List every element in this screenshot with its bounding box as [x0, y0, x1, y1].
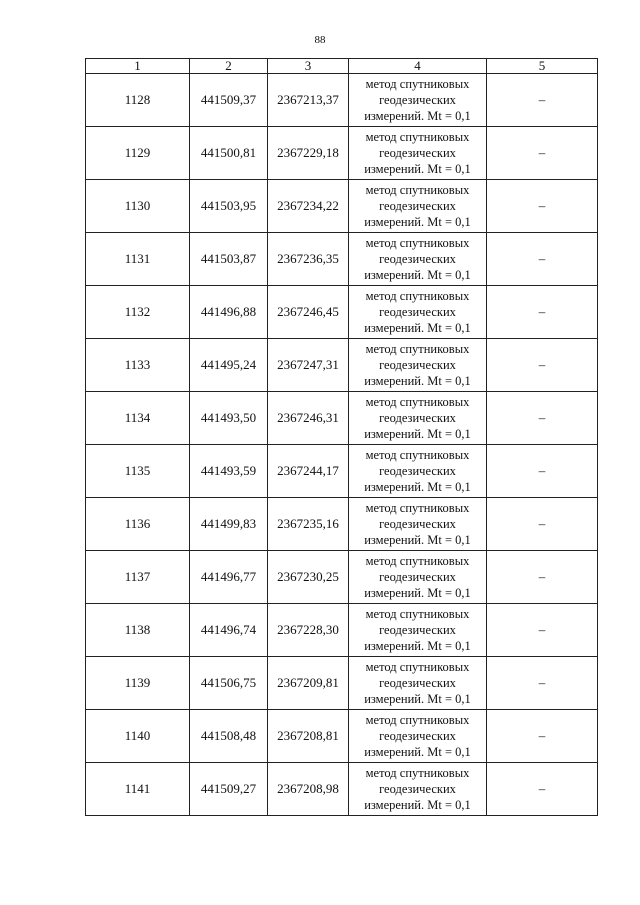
- method-cell: [349, 710, 487, 763]
- method-line: измерений. Mt = 0,1: [364, 533, 471, 547]
- method-line: измерений. Mt = 0,1: [364, 798, 471, 812]
- y-coordinate-cell: 2367247,31: [268, 339, 349, 392]
- y-coordinate-cell: 2367236,35: [268, 233, 349, 286]
- method-line: метод спутниковых: [365, 660, 470, 674]
- method-line: геодезических: [379, 782, 456, 796]
- point-number-cell: 1140: [86, 710, 190, 763]
- table-row: [86, 127, 598, 180]
- method-line: геодезических: [379, 199, 456, 213]
- method-line: геодезических: [379, 729, 456, 743]
- method-line: измерений. Mt = 0,1: [364, 374, 471, 388]
- x-coordinate-cell: 441496,88: [190, 286, 268, 339]
- x-coordinate-cell: 441496,74: [190, 604, 268, 657]
- table-row: [86, 74, 598, 127]
- note-cell: –: [487, 233, 598, 286]
- method-line: геодезических: [379, 676, 456, 690]
- method-cell: [349, 604, 487, 657]
- table-row: [86, 392, 598, 445]
- point-number-cell: 1139: [86, 657, 190, 710]
- point-number-cell: 1136: [86, 498, 190, 551]
- point-number-cell: 1130: [86, 180, 190, 233]
- table-row: [86, 180, 598, 233]
- table-row: [86, 710, 598, 763]
- x-coordinate-cell: 441499,83: [190, 498, 268, 551]
- method-line: метод спутниковых: [365, 501, 470, 515]
- method-line: измерений. Mt = 0,1: [364, 692, 471, 706]
- method-line: метод спутниковых: [365, 183, 470, 197]
- header-row: [86, 59, 598, 74]
- x-coordinate-cell: 441493,59: [190, 445, 268, 498]
- method-line: метод спутниковых: [365, 448, 470, 462]
- note-cell: –: [487, 710, 598, 763]
- method-cell: [349, 657, 487, 710]
- note-cell: –: [487, 498, 598, 551]
- table-row: [86, 286, 598, 339]
- method-line: геодезических: [379, 411, 456, 425]
- method-cell: [349, 286, 487, 339]
- note-cell: –: [487, 127, 598, 180]
- table-row: [86, 339, 598, 392]
- y-coordinate-cell: 2367209,81: [268, 657, 349, 710]
- point-number-cell: 1141: [86, 763, 190, 816]
- method-cell: [349, 127, 487, 180]
- method-line: измерений. Mt = 0,1: [364, 321, 471, 335]
- page-number: 88: [314, 34, 326, 46]
- x-coordinate-cell: 441493,50: [190, 392, 268, 445]
- point-number-cell: 1132: [86, 286, 190, 339]
- y-coordinate-cell: 2367230,25: [268, 551, 349, 604]
- note-cell: –: [487, 339, 598, 392]
- header-col-1: 1: [86, 59, 190, 74]
- y-coordinate-cell: 2367246,31: [268, 392, 349, 445]
- table-header: [86, 59, 598, 74]
- y-coordinate-cell: 2367246,45: [268, 286, 349, 339]
- method-line: измерений. Mt = 0,1: [364, 480, 471, 494]
- method-cell: [349, 233, 487, 286]
- point-number-cell: 1133: [86, 339, 190, 392]
- method-line: метод спутниковых: [365, 607, 470, 621]
- table-row: [86, 763, 598, 816]
- table-row: [86, 233, 598, 286]
- y-coordinate-cell: 2367235,16: [268, 498, 349, 551]
- point-number-cell: 1135: [86, 445, 190, 498]
- note-cell: –: [487, 763, 598, 816]
- method-line: геодезических: [379, 93, 456, 107]
- method-cell: [349, 392, 487, 445]
- method-line: геодезических: [379, 517, 456, 531]
- method-line: метод спутниковых: [365, 77, 470, 91]
- note-cell: –: [487, 551, 598, 604]
- method-cell: [349, 498, 487, 551]
- x-coordinate-cell: 441495,24: [190, 339, 268, 392]
- y-coordinate-cell: 2367213,37: [268, 74, 349, 127]
- method-line: геодезических: [379, 623, 456, 637]
- header-col-4: 4: [349, 59, 487, 74]
- method-line: измерений. Mt = 0,1: [364, 162, 471, 176]
- method-line: измерений. Mt = 0,1: [364, 745, 471, 759]
- note-cell: –: [487, 604, 598, 657]
- point-number-cell: 1128: [86, 74, 190, 127]
- x-coordinate-cell: 441508,48: [190, 710, 268, 763]
- method-line: измерений. Mt = 0,1: [364, 109, 471, 123]
- note-cell: –: [487, 445, 598, 498]
- method-line: метод спутниковых: [365, 395, 470, 409]
- method-line: измерений. Mt = 0,1: [364, 427, 471, 441]
- method-line: метод спутниковых: [365, 713, 470, 727]
- x-coordinate-cell: 441503,87: [190, 233, 268, 286]
- x-coordinate-cell: 441509,27: [190, 763, 268, 816]
- y-coordinate-cell: 2367229,18: [268, 127, 349, 180]
- coordinates-table: [85, 58, 598, 816]
- method-line: метод спутниковых: [365, 554, 470, 568]
- method-line: метод спутниковых: [365, 130, 470, 144]
- method-line: измерений. Mt = 0,1: [364, 586, 471, 600]
- y-coordinate-cell: 2367208,81: [268, 710, 349, 763]
- x-coordinate-cell: 441503,95: [190, 180, 268, 233]
- x-coordinate-cell: 441506,75: [190, 657, 268, 710]
- table-row: [86, 551, 598, 604]
- method-line: измерений. Mt = 0,1: [364, 268, 471, 282]
- method-line: метод спутниковых: [365, 342, 470, 356]
- x-coordinate-cell: 441500,81: [190, 127, 268, 180]
- note-cell: –: [487, 74, 598, 127]
- y-coordinate-cell: 2367244,17: [268, 445, 349, 498]
- method-line: геодезических: [379, 464, 456, 478]
- point-number-cell: 1131: [86, 233, 190, 286]
- method-cell: [349, 339, 487, 392]
- y-coordinate-cell: 2367228,30: [268, 604, 349, 657]
- method-line: метод спутниковых: [365, 236, 470, 250]
- method-cell: [349, 180, 487, 233]
- table-row: [86, 604, 598, 657]
- note-cell: –: [487, 392, 598, 445]
- method-cell: [349, 763, 487, 816]
- header-col-3: 3: [268, 59, 349, 74]
- point-number-cell: 1137: [86, 551, 190, 604]
- point-number-cell: 1134: [86, 392, 190, 445]
- method-line: измерений. Mt = 0,1: [364, 639, 471, 653]
- note-cell: –: [487, 286, 598, 339]
- method-line: метод спутниковых: [365, 289, 470, 303]
- note-cell: –: [487, 180, 598, 233]
- method-line: геодезических: [379, 305, 456, 319]
- table-body: [86, 74, 598, 816]
- y-coordinate-cell: 2367208,98: [268, 763, 349, 816]
- table-row: [86, 445, 598, 498]
- point-number-cell: 1138: [86, 604, 190, 657]
- method-line: геодезических: [379, 252, 456, 266]
- method-line: метод спутниковых: [365, 766, 470, 780]
- y-coordinate-cell: 2367234,22: [268, 180, 349, 233]
- method-cell: [349, 551, 487, 604]
- method-line: геодезических: [379, 146, 456, 160]
- method-cell: [349, 445, 487, 498]
- method-line: измерений. Mt = 0,1: [364, 215, 471, 229]
- header-col-2: 2: [190, 59, 268, 74]
- method-line: геодезических: [379, 570, 456, 584]
- header-col-5: 5: [487, 59, 598, 74]
- point-number-cell: 1129: [86, 127, 190, 180]
- x-coordinate-cell: 441509,37: [190, 74, 268, 127]
- method-cell: [349, 74, 487, 127]
- method-line: геодезических: [379, 358, 456, 372]
- x-coordinate-cell: 441496,77: [190, 551, 268, 604]
- table-row: [86, 498, 598, 551]
- note-cell: –: [487, 657, 598, 710]
- table-row: [86, 657, 598, 710]
